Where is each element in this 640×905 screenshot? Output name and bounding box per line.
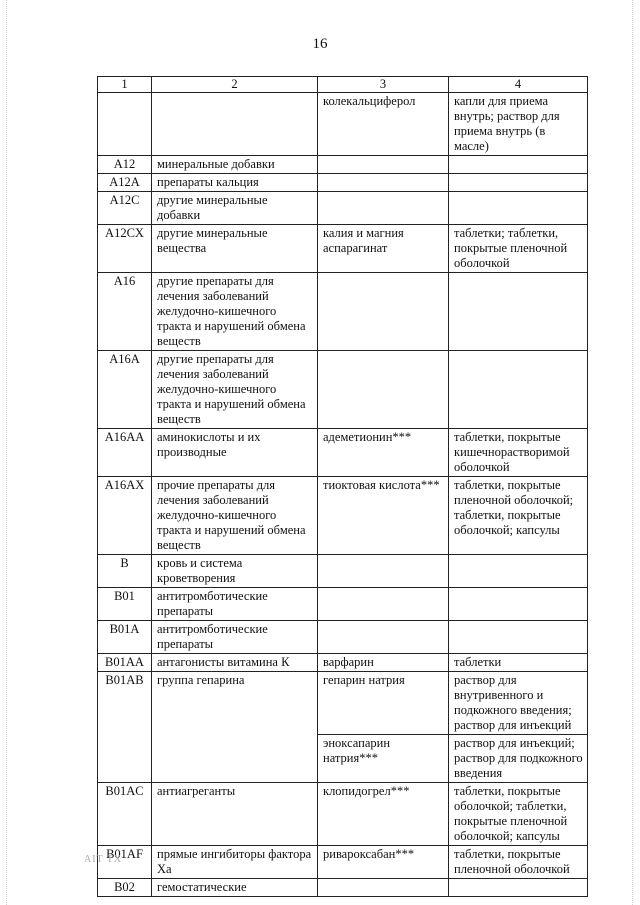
dosage-form-cell xyxy=(449,273,588,351)
atc-code-cell: B01AC xyxy=(98,783,152,846)
table-row xyxy=(98,477,588,555)
dosage-form-cell xyxy=(449,156,588,174)
atc-code-cell: A16 xyxy=(98,273,152,351)
table-row xyxy=(98,225,588,273)
table-row xyxy=(98,846,588,879)
drug-name-cell: эноксапарин натрия*** xyxy=(318,735,449,783)
group-name-cell: прочие препараты для лечения заболеваний желудочно-кишечного тракта и нарушений обмена веществ xyxy=(152,477,318,555)
dosage-form-cell: таблетки, покрытые кишечнорастворимой оболочкой xyxy=(449,429,588,477)
table-row xyxy=(98,621,588,654)
dosage-form-cell: раствор для инъекций; раствор для подкожного введения xyxy=(449,735,588,783)
drug-name-cell xyxy=(318,351,449,429)
column-header-4: 4 xyxy=(449,77,588,93)
drug-name-cell: тиоктовая кислота*** xyxy=(318,477,449,555)
dosage-form-cell xyxy=(449,879,588,897)
drug-name-cell xyxy=(318,192,449,225)
atc-code-cell: B02 xyxy=(98,879,152,897)
group-name-cell: препараты кальция xyxy=(152,174,318,192)
atc-code-cell: B01AF xyxy=(98,846,152,879)
group-name-cell: антитромботические препараты xyxy=(152,588,318,621)
table-row xyxy=(98,588,588,621)
table-row xyxy=(98,174,588,192)
table-row xyxy=(98,555,588,588)
footer-stamp: AIT TX xyxy=(84,854,123,865)
dosage-form-cell xyxy=(449,588,588,621)
table-row xyxy=(98,273,588,351)
atc-code-cell: A16A xyxy=(98,351,152,429)
group-name-cell: антитромботические препараты xyxy=(152,621,318,654)
dosage-form-cell: капли для приема внутрь; раствор для приема внутрь (в масле) xyxy=(449,93,588,156)
atc-code-cell: A12CX xyxy=(98,225,152,273)
group-name-cell: группа гепарина xyxy=(152,672,318,783)
drug-name-cell: колекальциферол xyxy=(318,93,449,156)
table-row xyxy=(98,192,588,225)
group-name-cell: прямые ингибиторы фактора Ха xyxy=(152,846,318,879)
dosage-form-cell: таблетки; таблетки, покрытые пленочной оболочкой xyxy=(449,225,588,273)
dosage-form-cell: раствор для внутривенного и подкожного введения; раствор для инъекций xyxy=(449,672,588,735)
dosage-form-cell: таблетки xyxy=(449,654,588,672)
drug-name-cell xyxy=(318,555,449,588)
drug-classification-table xyxy=(97,76,588,897)
table-row xyxy=(98,783,588,846)
dosage-form-cell xyxy=(449,351,588,429)
table-row xyxy=(98,351,588,429)
dosage-form-cell xyxy=(449,192,588,225)
drug-name-cell xyxy=(318,273,449,351)
drug-name-cell xyxy=(318,879,449,897)
dosage-form-cell xyxy=(449,555,588,588)
table-row xyxy=(98,654,588,672)
drug-name-cell: адеметионин*** xyxy=(318,429,449,477)
table-row xyxy=(98,93,588,156)
header-row xyxy=(98,77,588,93)
table-row xyxy=(98,672,588,735)
atc-code-cell: B xyxy=(98,555,152,588)
drug-name-cell: клопидогрел*** xyxy=(318,783,449,846)
group-name-cell: гемостатические xyxy=(152,879,318,897)
drug-name-cell xyxy=(318,588,449,621)
drug-name-cell: калия и магния аспарагинат xyxy=(318,225,449,273)
group-name-cell: другие препараты для лечения заболеваний желудочно-кишечного тракта и нарушений обмена веществ xyxy=(152,351,318,429)
group-name-cell: другие минеральные вещества xyxy=(152,225,318,273)
atc-code-cell xyxy=(98,93,152,156)
drug-name-cell: ривароксабан*** xyxy=(318,846,449,879)
group-name-cell: другие минеральные добавки xyxy=(152,192,318,225)
group-name-cell: антагонисты витамина К xyxy=(152,654,318,672)
dosage-form-cell xyxy=(449,174,588,192)
column-header-3: 3 xyxy=(318,77,449,93)
page-number: 16 xyxy=(312,36,328,52)
column-header-1: 1 xyxy=(98,77,152,93)
table-row xyxy=(98,429,588,477)
group-name-cell: минеральные добавки xyxy=(152,156,318,174)
group-name-cell xyxy=(152,93,318,156)
atc-code-cell: B01 xyxy=(98,588,152,621)
scan-edge-right xyxy=(632,0,634,905)
atc-code-cell: A12A xyxy=(98,174,152,192)
atc-code-cell: B01AA xyxy=(98,654,152,672)
dosage-form-cell: таблетки, покрытые оболочкой; таблетки, покрытые пленочной оболочкой; капсулы xyxy=(449,783,588,846)
dosage-form-cell xyxy=(449,621,588,654)
drug-name-cell xyxy=(318,174,449,192)
drug-name-cell xyxy=(318,621,449,654)
dosage-form-cell: таблетки, покрытые пленочной оболочкой xyxy=(449,846,588,879)
drug-name-cell: варфарин xyxy=(318,654,449,672)
table-row xyxy=(98,156,588,174)
group-name-cell: антиагреганты xyxy=(152,783,318,846)
drug-name-cell xyxy=(318,156,449,174)
atc-code-cell: A16AA xyxy=(98,429,152,477)
drug-name-cell: гепарин натрия xyxy=(318,672,449,735)
atc-code-cell: A16AX xyxy=(98,477,152,555)
scan-edge-left xyxy=(6,0,8,905)
atc-code-cell: B01A xyxy=(98,621,152,654)
table-row xyxy=(98,879,588,897)
atc-code-cell: B01AB xyxy=(98,672,152,783)
column-header-2: 2 xyxy=(152,77,318,93)
group-name-cell: кровь и система кроветворения xyxy=(152,555,318,588)
atc-code-cell: A12C xyxy=(98,192,152,225)
group-name-cell: аминокислоты и их производные xyxy=(152,429,318,477)
dosage-form-cell: таблетки, покрытые пленочной оболочкой; таблетки, покрытые оболочкой; капсулы xyxy=(449,477,588,555)
group-name-cell: другие препараты для лечения заболеваний желудочно-кишечного тракта и нарушений обмена веществ xyxy=(152,273,318,351)
atc-code-cell: A12 xyxy=(98,156,152,174)
